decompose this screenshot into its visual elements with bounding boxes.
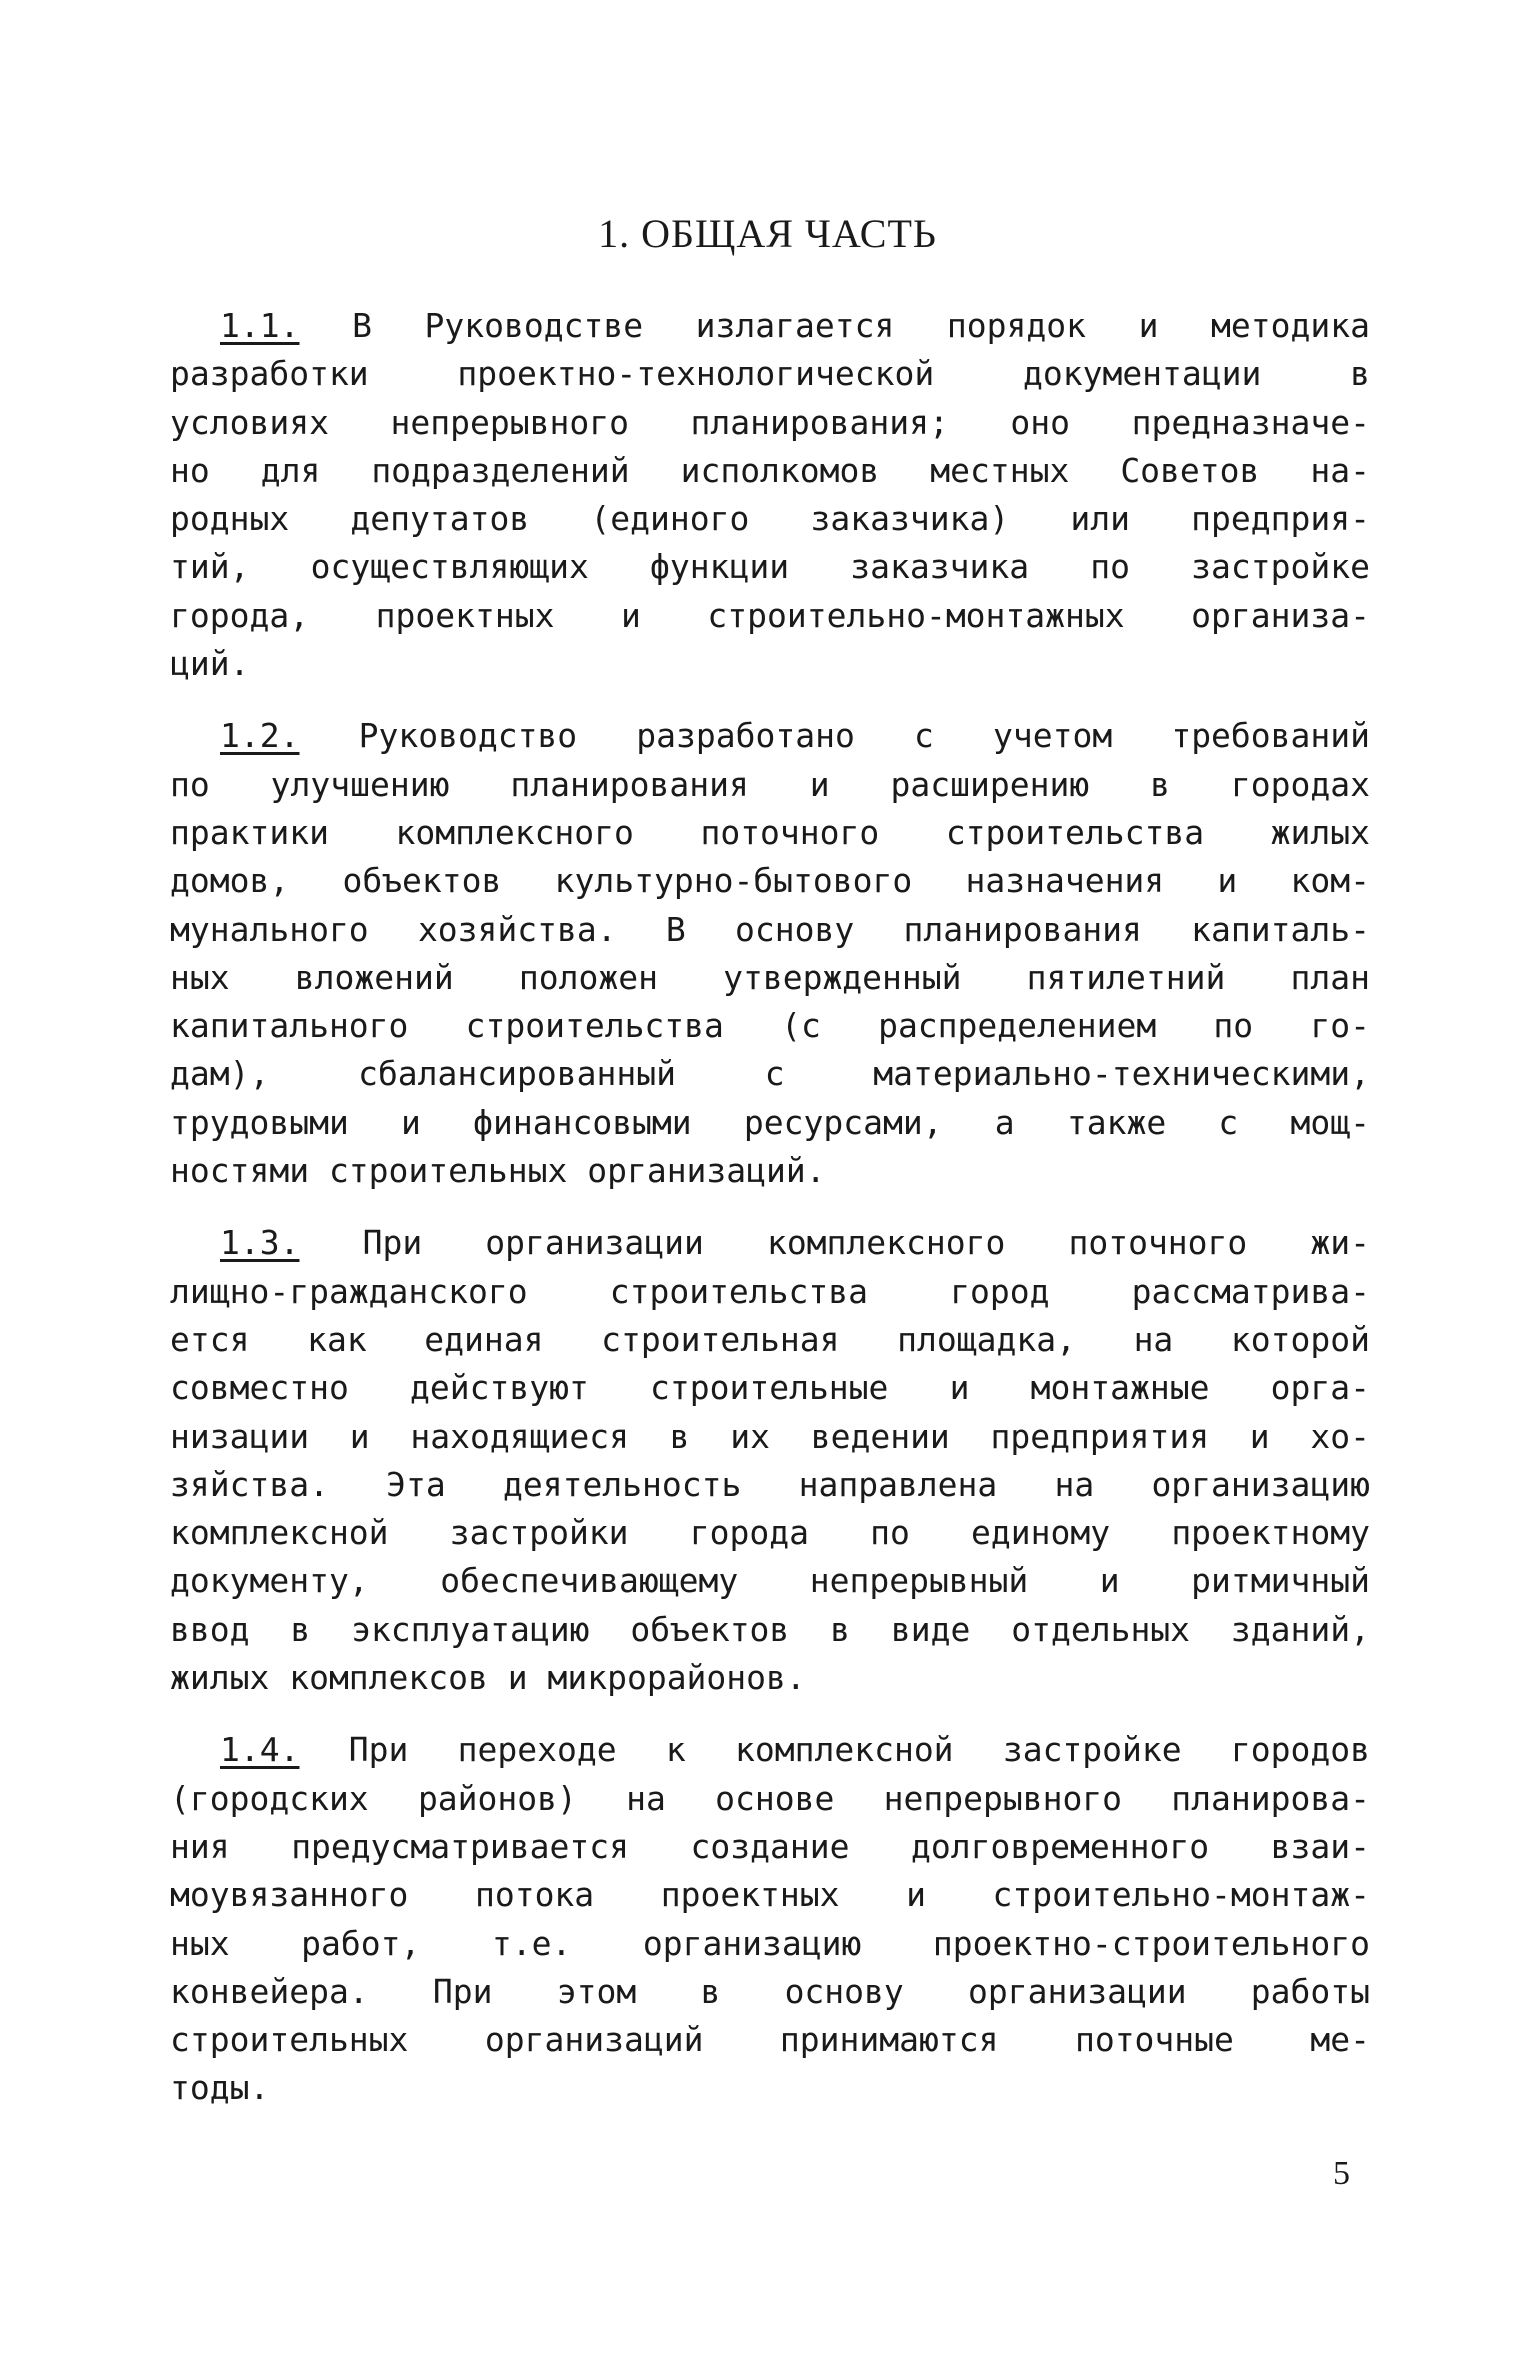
paragraph-text: При переходе к комплексной застройке городов (348, 1730, 1370, 1770)
paragraph-line: разработки проектно-технологической документации в (170, 354, 1370, 394)
paragraph-line: ных вложений положен утвержденный пятилетний план (170, 957, 1370, 997)
page-number: 5 (1333, 2155, 1350, 2192)
paragraph-number: 1.3. (220, 1223, 300, 1263)
paragraph-line: мунального хозяйства. В основу планирования капиталь- (170, 909, 1370, 949)
paragraph-text: При организации комплексного поточного жи- (362, 1223, 1370, 1263)
paragraph-line: конвейера. При этом в основу организации работы (170, 1971, 1370, 2011)
paragraph-line: ния предусматривается создание долговременного взаи- (170, 1826, 1370, 1866)
paragraph-number: 1.2. (220, 716, 300, 756)
paragraph-line: комплексной застройки города по единому проектному (170, 1513, 1370, 1553)
paragraph-last-line: тоды. (170, 2068, 270, 2108)
paragraph-line: трудовыми и финансовыми ресурсами, а также с мощ- (170, 1102, 1370, 1142)
paragraph-line: но для подразделений исполкомов местных Советов на- (170, 450, 1370, 490)
paragraph-line: ввод в эксплуатацию объектов в виде отдельных зданий, (170, 1609, 1370, 1649)
paragraph-number: 1.1. (220, 306, 300, 345)
paragraph-line: совместно действуют строительные и монтажные орга- (170, 1368, 1370, 1408)
paragraph-line: практики комплексного поточного строительства жилых (170, 812, 1370, 852)
paragraph-line: города, проектных и строительно-монтажных организа- (170, 595, 1370, 635)
paragraph-line: ных работ, т.е. организацию проектно-строительного (170, 1923, 1370, 1963)
paragraph-first-line (170, 1726, 1370, 1774)
paragraph-line: домов, объектов культурно-бытового назначения и ком- (170, 861, 1370, 901)
paragraph-first-line (170, 712, 1370, 760)
paragraph-last-line: ностями строительных организаций. (170, 1151, 826, 1191)
paragraph-line: лищно-гражданского строительства город рассматрива- (170, 1271, 1370, 1311)
paragraph-line: зяйства. Эта деятельность направлена на организацию (170, 1464, 1370, 1504)
paragraph-line: низации и находящиеся в их ведении предприятия и хо- (170, 1416, 1370, 1456)
paragraph-text: В Руководстве излагается порядок и методика (352, 306, 1370, 345)
paragraph-line: капитального строительства (с распределением по го- (170, 1006, 1370, 1046)
paragraph-first-line (170, 1219, 1370, 1267)
paragraph-line: строительных организаций принимаются поточные ме- (170, 2020, 1370, 2060)
paragraph-line: родных депутатов (единого заказчика) или предприя- (170, 499, 1370, 539)
paragraph-line: условиях непрерывного планирования; оно предназначе- (170, 402, 1370, 442)
paragraph-number: 1.4. (220, 1730, 300, 1770)
paragraph-first-line (170, 302, 1370, 350)
paragraph-text: Руководство разработано с учетом требований (358, 716, 1370, 756)
section-title: 1. ОБЩАЯ ЧАСТЬ (598, 211, 937, 256)
paragraph-line: (городских районов) на основе непрерывного планирова- (170, 1778, 1370, 1818)
paragraph-line: тий, осуществляющих функции заказчика по застройке (170, 547, 1370, 587)
paragraph-last-line: ций. (170, 644, 250, 684)
paragraph-line: ется как единая строительная площадка, на которой (170, 1319, 1370, 1359)
paragraph-last-line: жилых комплексов и микрорайонов. (170, 1658, 806, 1698)
paragraph-line: документу, обеспечивающему непрерывный и ритмичный (170, 1561, 1370, 1601)
paragraph-line: по улучшению планирования и расширению в городах (170, 764, 1370, 804)
body-text (170, 302, 1370, 2113)
paragraph-line: моувязанного потока проектных и строительно-монтаж- (170, 1875, 1370, 1915)
paragraph-line: дам), сбалансированный с материально-техническими, (170, 1054, 1370, 1094)
